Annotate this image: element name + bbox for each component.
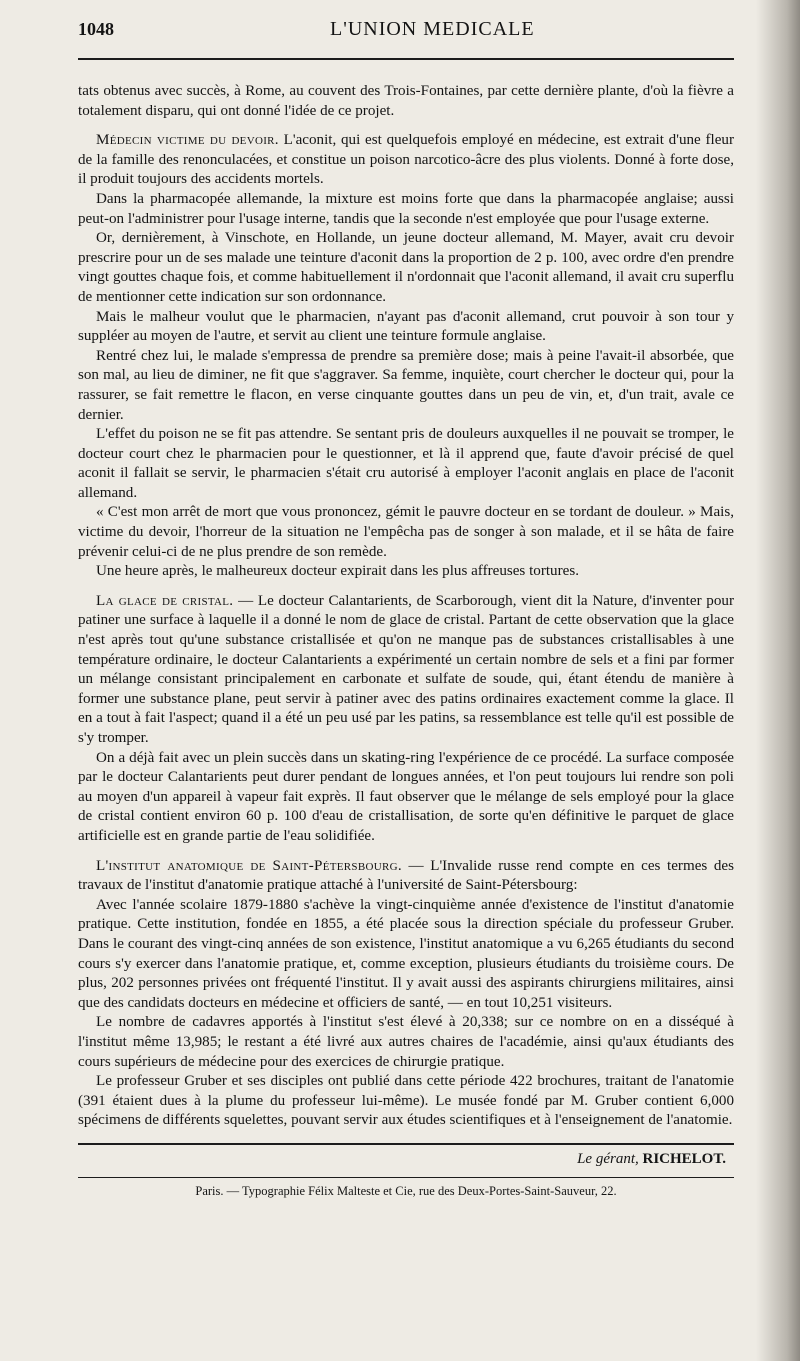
section-glace-cristal <box>78 592 734 749</box>
section-title: L'institut anatomique de Saint-Pétersbourg. <box>96 857 402 874</box>
paragraph-text: — Le docteur Calantarients, de Scarborough, vient dit la Nature, d'inventer pour patiner une surface à laquelle il a donné le nom de glace de cristal. Partant de cette observation que la glace n'est après tout qu'une substance cristallisée et qu'on ne manque pas de substances cristallisables à une température ordinaire, le docteur Calantarients a expérimenté un certain nombre de sels et a fini par former un mélange consistant principalement en carbonate et sulfate de soude, qui, étant étendu de manière à former une substance plane, peut servir à patiner avec des patins ordinaires exactement comme la glace. Il en a tout à fait l'aspect; quand il a été un peu usé par les patins, sa ressemblance est telle qu'il est possible de s'y tromper. <box>78 592 734 746</box>
printer-imprint: Paris. — Typographie Félix Malteste et Cie, rue des Deux-Portes-Saint-Sauveur, 22. <box>78 1177 734 1199</box>
paragraph: On a déjà fait avec un plein succès dans un skating-ring l'expérience de ce procédé. La surface composée par le docteur Calantarients peut durer pendant de longues années, et l'on peut toujours lui rendre son poli au moyen d'un appareil à vapeur fait exprès. Il faut observer que le mélange de sels employé pour la glace de cristal contient environ 60 p. 100 d'eau de cristallisation, de sorte qu'en définitive le parquet de glace artificielle est en grande partie de l'eau solidifiée. <box>78 749 734 844</box>
section-medecin-victime <box>78 131 734 190</box>
signature-line <box>78 1143 734 1173</box>
article-body <box>78 82 734 1131</box>
paragraph: Rentré chez lui, le malade s'empressa de prendre sa première dose; mais à peine l'avait-il absorbée, que son mal, au lieu de diminer, ne fit que s'aggraver. Sa femme, inquiète, court chercher le docteur qui, pour la rassurer, se fait remettre le flacon, en verse cinquante gouttes dans un peu de vin, et, d'un trait, avale ce dernier. <box>78 347 734 423</box>
binding-shadow <box>756 0 800 1361</box>
paragraph: tats obtenus avec succès, à Rome, au couvent des Trois-Fontaines, par cette dernière plante, d'où la fièvre a totalement disparu, qui ont donné l'idée de ce projet. <box>78 83 734 119</box>
section-title: Médecin victime du devoir. <box>96 132 279 149</box>
paragraph-text: — L'Invalide russe rend compte en ces termes des travaux de l'institut d'anatomie pratique attaché à l'université de Saint-Pétersbourg: <box>78 857 734 894</box>
signature-role: Le gérant, <box>577 1150 639 1167</box>
paragraph-text: L'aconit, qui est quelquefois employé en médecine, est extrait d'une fleur de la famille des renonculacées, et constitue un poison narcotico-âcre des plus violents. Donné à forte dose, il produit toujours des accidents mortels. <box>78 132 734 188</box>
paragraph: Le professeur Gruber et ses disciples ont publié dans cette période 422 brochures, traitant de l'anatomie (391 étaient dues à la plume du professeur lui-même). Le musée fondé par M. Gruber contient 6,000 spécimens de différents squelettes, pouvant servir aux études scientifiques et à l'enseignement de l'anatomie. <box>78 1073 734 1129</box>
paragraph: « C'est mon arrêt de mort que vous prononcez, gémit le pauvre docteur en se tordant de douleur. » Mais, victime du devoir, l'horreur de la situation ne l'empêcha pas de songer à son malade, et il se hâta de faire prévenir celui-ci de ne plus prendre de son remède. <box>78 504 734 560</box>
running-title: L'UNION MEDICALE <box>330 18 535 40</box>
signature-name: RICHELOT. <box>642 1150 726 1167</box>
paragraph: Une heure après, le malheureux docteur expirait dans les plus affreuses tortures. <box>96 563 579 580</box>
paragraph: L'effet du poison ne se fit pas attendre. Se sentant pris de douleurs auxquelles il ne pouvait se tromper, le docteur court chez le pharmacien pour le questionner, et là il apprend que, faute d'avoir précisé de quel aconit il fallait se servir, le pharmacien s'était cru autorisé à employer l'aconit anglais en place de l'aconit allemand. <box>78 426 734 501</box>
page-number: 1048 <box>78 19 114 39</box>
section-institut-anatomique <box>78 857 734 896</box>
paragraph: Dans la pharmacopée allemande, la mixture est moins forte que dans la pharmacopée anglaise; aussi peut-on l'administrer pour l'usage interne, tandis que la seconde n'est employée que pour l'usage externe. <box>78 190 734 227</box>
paragraph: Mais le malheur voulut que le pharmacien, n'ayant pas d'aconit allemand, crut pouvoir à son tour y suppléer au moyen de l'autre, et servit au client une teinture formule anglaise. <box>78 308 734 345</box>
paragraph: Avec l'année scolaire 1879-1880 s'achève la vingt-cinquième année d'existence de l'institut d'anatomie pratique. Cette institution, fondée en 1855, a été placée sous la direction spéciale du professeur Gruber. Dans le courant des vingt-cinq années de son existence, l'institut anatomique a vu 6,265 étudiants du second cours s'y exercer dans l'anatomie pratique, et, comme exception, plusieurs étudiants du troisième cours. De plus, 202 personnes privées ont fréquenté l'institut. Il y avait aussi des aspirants chirurgiens militaires, ainsi que des candidats docteurs en médecine et officiers de santé, — en tout 10,251 visiteurs. <box>78 896 734 1011</box>
paragraph: Or, dernièrement, à Vinschote, en Hollande, un jeune docteur allemand, M. Mayer, avait cru devoir prescrire pour un de ses malade une teinture d'aconit dans la proportion de 2 p. 100, avec ordre d'en prendre vingt gouttes chaque fois, et comme habituellement il n'ordonnait que l'aconit allemand, il avait cru superflu de mentionner cette indication sur son ordonnance. <box>78 230 734 305</box>
section-title: La glace de cristal. <box>96 592 234 609</box>
page-header <box>78 18 734 60</box>
paragraph: Le nombre de cadavres apportés à l'institut s'est élevé à 20,338; sur ce nombre on en a disséqué à l'institut même 13,985; le restant a été livré aux autres chaires de l'académie, ainsi qu'aux étudiants des cours supérieurs de médecine pour des exercices de chirurgie pratique. <box>78 1014 734 1070</box>
